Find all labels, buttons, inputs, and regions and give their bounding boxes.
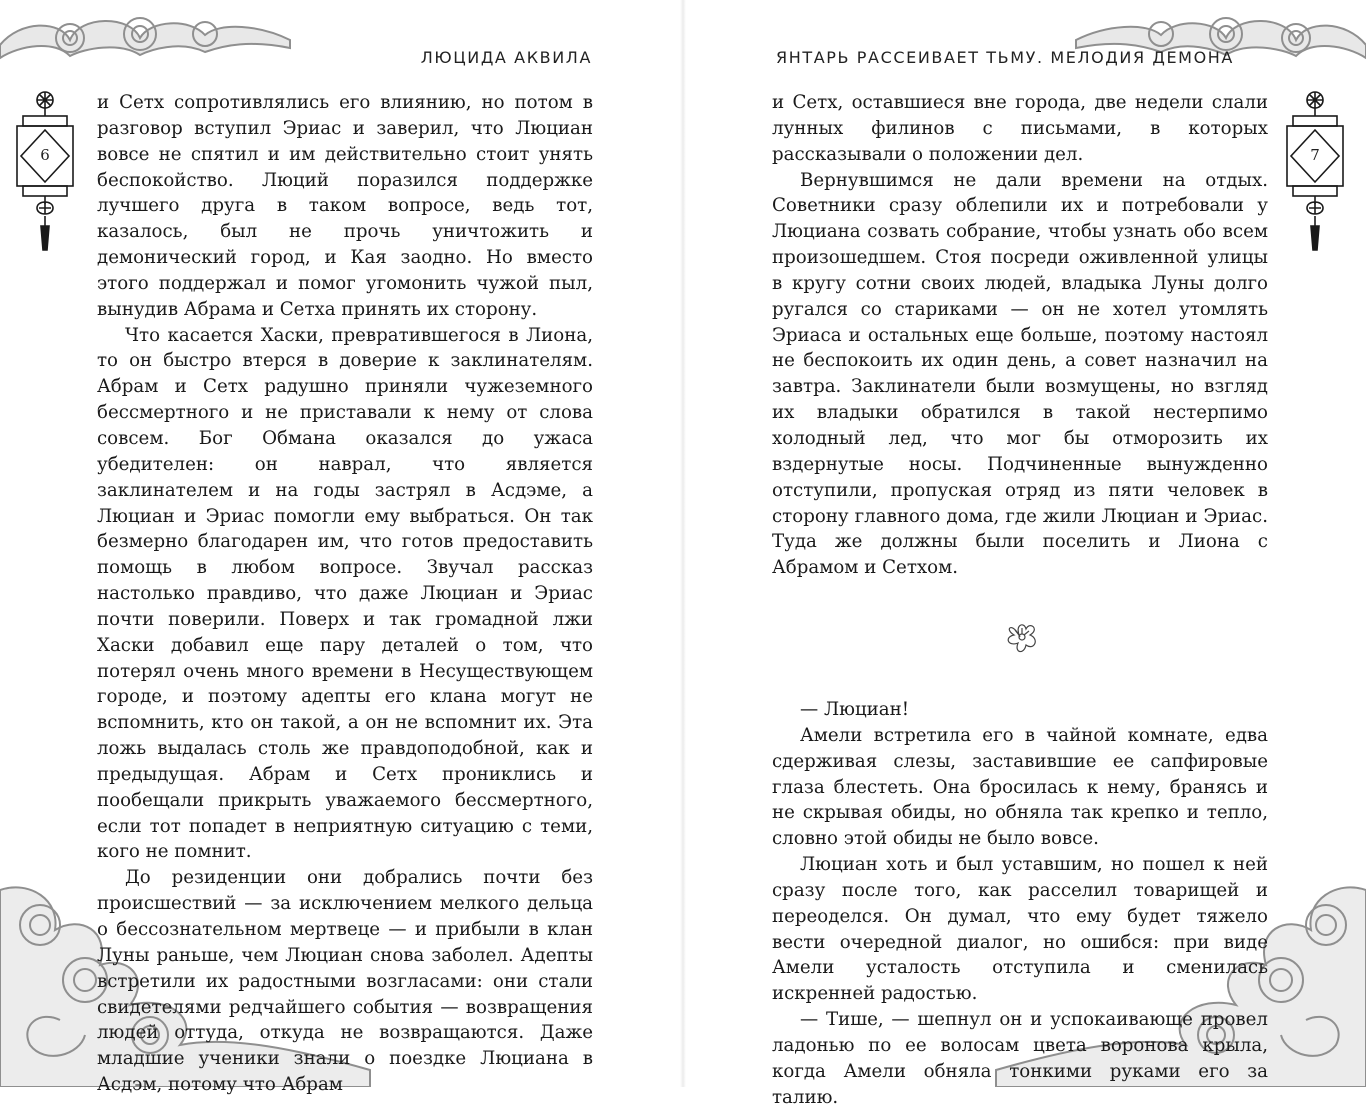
paragraph: Люциан хоть и был уставшим, но пошел к ней сразу после того, как расселил товарищей и переоделся. Он думал, что ему будет тяжело вести очередной диалог, но ошибся: при виде Амели усталость отступила и сменилась искренней радостью. [772, 854, 1268, 1005]
paragraph: Вернувшимся не дали времени на отдых. Советники сразу облепили их и потребовали у Люциана созвать собрание, чтобы узнать обо всем произошедшем. Стоя посреди оживленной улицы в кругу сотни своих людей, владыка Луны долго ругался со стариками — он не хотел утомлять Эриаса и остальных еще больше, поэтому настоял не беспокоить их один день, а совет назначил на завтра. Заклинатели были возмущены, но взгляд их владыки обратился в такой нестерпимо холодный лед, что мог бы отморозить их вздернутые носы. Подчиненные вынужденно отступили, пропуская отряд из пяти человек в сторону главного дома, где жили Люциан и Эриас. Туда же должны были поселить и Лиона с Абрамом и Сетхом. [772, 169, 1268, 579]
page-marker-right [1285, 88, 1345, 268]
running-head-right: ЯНТАРЬ РАССЕИВАЕТ ТЬМУ. МЕЛОДИЯ ДЕМОНА [776, 48, 1234, 67]
paragraph: — Люциан! [800, 699, 910, 721]
lantern-page-marker-icon [15, 88, 75, 258]
page-number-right: 7 [1310, 146, 1320, 164]
left-page-body [97, 90, 593, 1098]
paragraph: Что касается Хаски, превратившегося в Лиона, то он быстро втерся в доверие к заклинателям. Абрам и Сетх радушно приняли чужеземного бессмертного и не приставали к нему от слова совсем. Бог Обмана оказался до ужаса убедителен: он наврал, что является заклинателем и на годы застрял в Асдэме, а Люциан и Эриас помогли ему выбраться. Он так безмерно благодарен им, что готов предоставить помощь в любом вопросе. Звучал рассказ настолько правдиво, что даже Люциан и Эриас почти поверили. Поверх и так громадной лжи Хаски добавил еще пару деталей о том, что потерял очень много времени в Несуществующем городе, и поэтому адепты его клана могут не вспомнить, кто он такой, а он не вспомнит их. Эта ложь выдалась столь же правдоподобной, как и предыдущая. Абрам и Сетх прониклись и пообещали прикрыть уважаемого бессмертного, если тот попадет в неприятную ситуацию с теми, кого не помнит. [97, 324, 593, 863]
running-head-left: ЛЮЦИДА АКВИЛА [420, 48, 592, 67]
page-number-left: 6 [40, 146, 50, 164]
book-gutter [680, 0, 686, 1087]
right-page-body [772, 90, 1268, 1111]
lantern-page-marker-icon [1285, 88, 1345, 258]
paragraph: — Тише, — шепнул он и успокаивающе провел ладонью по ее волосам цвета воронова крыла, когда Амели обняла тонкими руками его за талию. [772, 1009, 1268, 1108]
paragraph: и Сетх, оставшиеся вне города, две недели слали лунных филинов с письмами, в которых рассказывали о положении дел. [772, 92, 1268, 165]
paragraph: До резиденции они добрались почти без происшествий — за исключением мелкого дельца о бессознательном мертвеце — и прибыли в клан Луны раньше, чем Люциан снова заболел. Адепты встретили их радостными возгласами: они стали свидетелями редчайшего события — возвращения людей оттуда, откуда не возвращаются. Даже младшие ученики знали о поездке Люциана в Асдэм, потому что Абрам [97, 867, 593, 1096]
flower-separator-icon [996, 617, 1044, 657]
page-marker-left [15, 88, 75, 268]
cloud-ornament-top-left [0, 0, 300, 70]
paragraph: и Сетх сопротивлялись его влиянию, но потом в разговор вступил Эриас и заверил, что Люциан вовсе не спятил и им действительно стоит унять беспокойство. Люций поразился поддержке лучшего друга в таком вопросе, ведь тот, казалось, был не прочь уничтожить и демонический город, и Кая заодно. Но вместо этого поддержал и помог угомонить чужой пыл, вынудив Абрама и Сетха принять их сторону. [97, 92, 593, 320]
paragraph: Амели встретила его в чайной комнате, едва сдерживая слезы, заставившие ее сапфировые глаза блестеть. Она бросилась к нему, бранясь и не скрывая обиды, но обняла так крепко и тепло, словно этой обиды не было вовсе. [772, 724, 1268, 850]
